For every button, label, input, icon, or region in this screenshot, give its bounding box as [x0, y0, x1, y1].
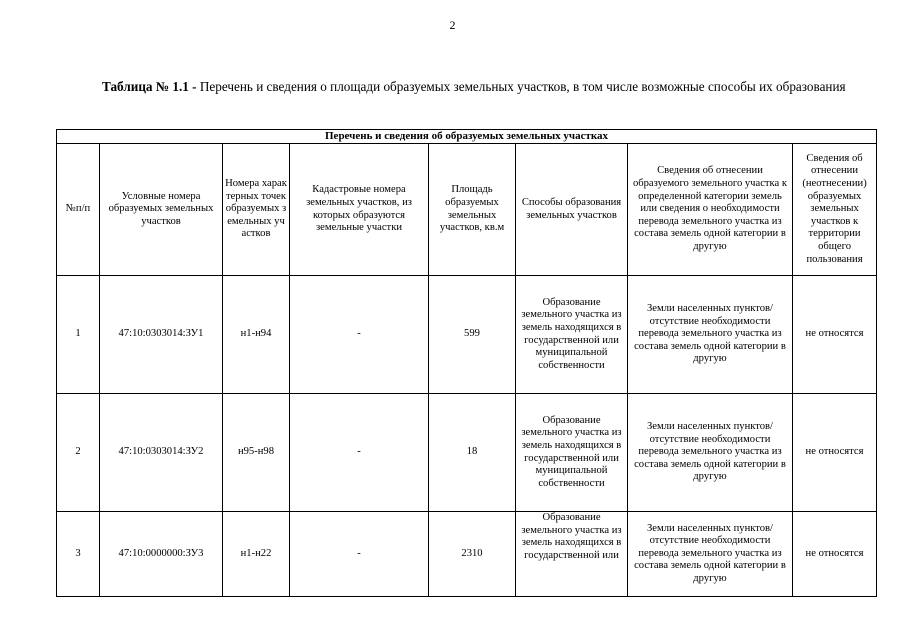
- row-points: н95-н98: [223, 394, 290, 512]
- table-title: Перечень и сведения об образуемых земельных участках: [57, 130, 877, 144]
- row-public: не относятся: [793, 394, 877, 512]
- caption-text: Перечень и сведения о площади образуемых земельных участков, в том числе возможные способы их образования: [196, 79, 846, 94]
- row-category: Земли населенных пунктов/ отсутствие необходимости перевода земельного участка из состава земель одной категории в другую: [628, 394, 793, 512]
- row-public: не относятся: [793, 276, 877, 394]
- row-area: 2310: [429, 512, 516, 597]
- page-number: 2: [449, 18, 456, 32]
- row-points: н1-н94: [223, 276, 290, 394]
- row-num: 1: [57, 276, 100, 394]
- row-public: не относятся: [793, 512, 877, 597]
- row-method: Образование земельного участка из земель находящихся в государственной или муниципальной собственности: [516, 276, 628, 394]
- row-method: Образование земельного участка из земель находящихся в государственной или муниципальной собственности: [516, 394, 628, 512]
- table-row: [57, 276, 877, 394]
- row-cadastral: -: [290, 512, 429, 597]
- land-plots-table: [56, 129, 877, 597]
- header-num: №п/п: [57, 144, 100, 276]
- row-num: 2: [57, 394, 100, 512]
- header-cadastral: Кадастровые номера земельных участков, из которых образуются земельные участки: [290, 144, 429, 276]
- header-id: Условные номера образуемых земельных участков: [100, 144, 223, 276]
- table-header-row: [57, 144, 877, 276]
- row-category: Земли населенных пунктов/ отсутствие необходимости перевода земельного участка из состава земель одной категории в другую: [628, 276, 793, 394]
- table-caption: [56, 78, 876, 95]
- row-points: н1-н22: [223, 512, 290, 597]
- row-id: 47:10:0000000:ЗУ3: [100, 512, 223, 597]
- row-category: Земли населенных пунктов/ отсутствие необходимости перевода земельного участка из состава земель одной категории в другую: [628, 512, 793, 597]
- row-method: Образование земельного участка из земель находящихся в государственной или: [516, 512, 628, 597]
- row-cadastral: -: [290, 276, 429, 394]
- header-area: Площадь образуемых земельных участков, кв.м: [429, 144, 516, 276]
- header-points: Номера характерных точек образуемых земельных участков: [223, 144, 290, 276]
- row-area: 599: [429, 276, 516, 394]
- header-public: Сведения об отнесении (неотнесении) образуемых земельных участков к территории общего пользования: [793, 144, 877, 276]
- table-row: [57, 394, 877, 512]
- row-area: 18: [429, 394, 516, 512]
- table-row: [57, 512, 877, 597]
- header-category: Сведения об отнесении образуемого земельного участка к определенной категории земель или сведения о необходимости перевода земельного участка из состава земель одной категории в другую: [628, 144, 793, 276]
- row-id: 47:10:0303014:ЗУ2: [100, 394, 223, 512]
- row-num: 3: [57, 512, 100, 597]
- row-cadastral: -: [290, 394, 429, 512]
- row-id: 47:10:0303014:ЗУ1: [100, 276, 223, 394]
- caption-label: Таблица № 1.1 -: [102, 79, 197, 94]
- header-method: Способы образования земельных участков: [516, 144, 628, 276]
